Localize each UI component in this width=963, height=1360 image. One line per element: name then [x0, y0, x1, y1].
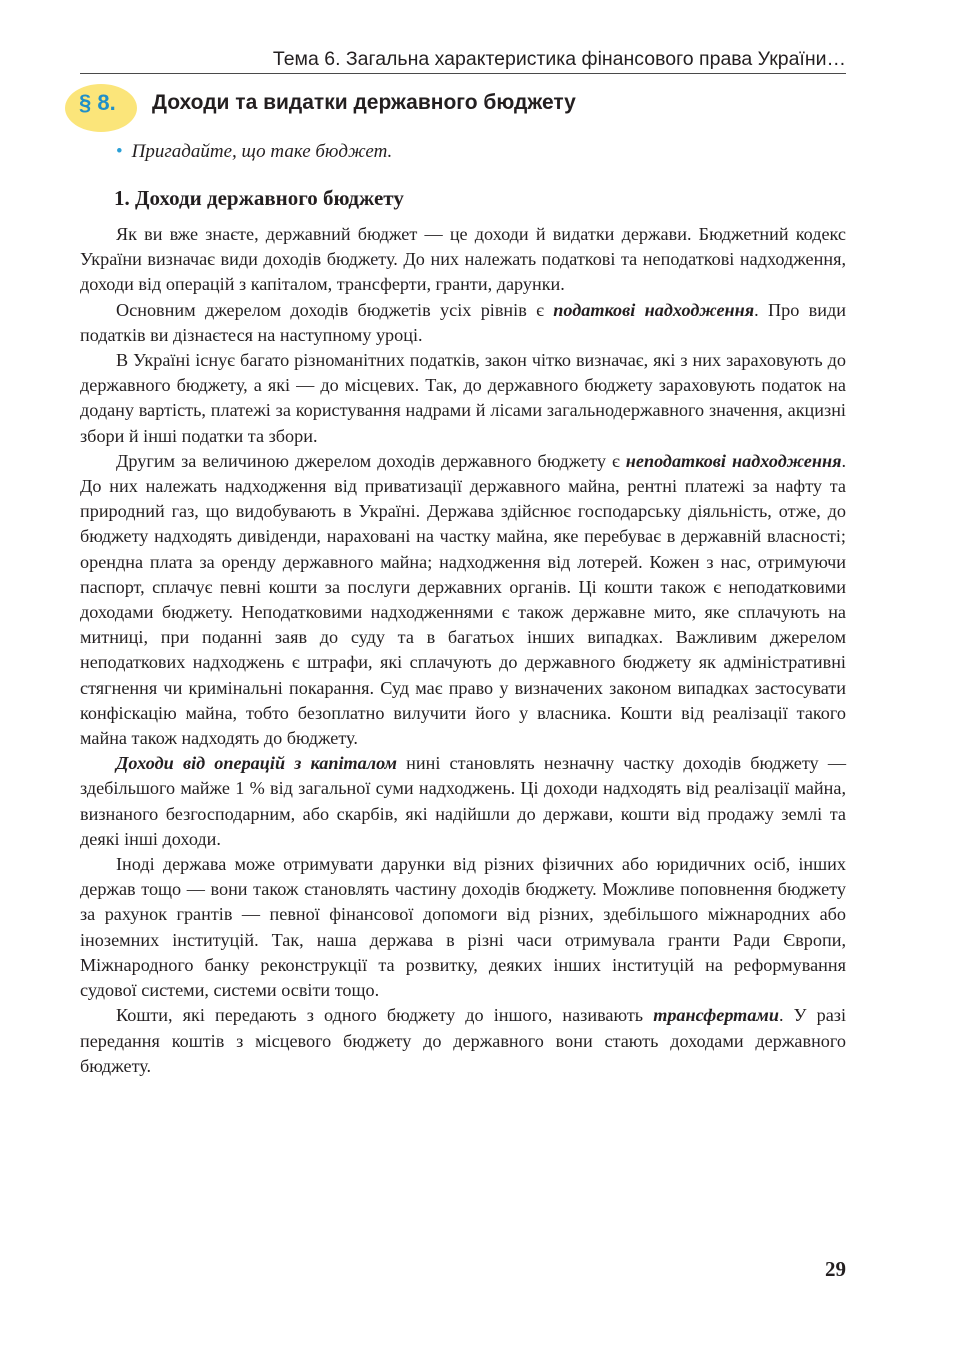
- paragraph-1: [80, 222, 846, 298]
- running-header: Тема 6. Загальна характеристика фінансового права України…: [272, 48, 846, 70]
- paragraph-text: . До них належать надходження від приватизації державного майна, рентні платежі за нафту та природний газ, що видобувають в Україні. Держава здійснює господарську діяльність, отже, до бюджету надходять дивіденди, нараховані на частку майна, яке перебуває в державній власності; орендна плата за оренду державного майна; надходження від лотерей. Кожен з нас, отримуючи паспорт, сплачує певні кошти за послуги державних органів. Ці кошти також є неподатковими доходами бюджету. Неподатковими надходженнями є також державне мито, яке сплачують на митниці, при поданні заяв до суду та в багатьох інших випадках. Важливим джерелом неподаткових надходжень є штрафи, які сплачують до державного бюджету як адміністративні стягнення чи кримінальні покарання. Суд має право у визначених законом випадках застосувати конфіскацію майна, тобто безоплатно вилучити його у власника. Кошти від реалізації такого майна також надходять до бюджету.: [80, 450, 846, 749]
- key-term: Доходи від операцій з капіталом: [116, 753, 397, 774]
- review-prompt: [116, 140, 392, 164]
- paragraph-3: [80, 348, 846, 449]
- subsection-heading: 1. Доходи державного бюджету: [114, 186, 404, 210]
- page-number: 29: [825, 1257, 846, 1281]
- paragraph-text: Кошти, які передають з одного бюджету до іншого, називають: [116, 1005, 654, 1026]
- paragraph-text: . У разі передання коштів з місцевого бюджету до державного вони стають доходами державного бюджету.: [80, 1005, 847, 1076]
- paragraph-4: [80, 449, 846, 751]
- paragraph-text: Як ви вже знаєте, державний бюджет — це доходи й видатки держави. Бюджетний кодекс України визначає види доходів бюджету. До них належать податкові та неподаткові надходження, доходи від операцій з капіталом, трансферти, гранти, дарунки.: [80, 224, 846, 295]
- header-rule: [80, 73, 846, 74]
- paragraph-6: [80, 852, 846, 1003]
- key-term: податкові надходження: [553, 299, 755, 320]
- key-term: неподаткові надходження: [625, 450, 842, 471]
- paragraph-text: Другим за величиною джерелом доходів державного бюджету є: [116, 450, 626, 471]
- body-text: [80, 222, 846, 1079]
- paragraph-text: Іноді держава може отримувати дарунки від різних фізичних або юридичних осіб, інших держав тощо — вони також становлять частину доходів бюджету. Можливе поповнення бюджету за рахунок грантів — певної фінансової допомоги від різних, здебільшого міжнародних або іноземних інституцій. Так, наша держава в різні часи отримувала гранти Ради Європи, Міжнародного банку реконструкції та розвитку, деяких інших інституцій на реформування судової системи, системи освіти тощо.: [80, 854, 846, 1001]
- section-title: Доходи та видатки державного бюджету: [152, 91, 576, 114]
- paragraph-text: В Україні існує багато різноманітних податків, закон чітко визначає, які з них зараховують до державного бюджету, а які — до місцевих. Так, до державного бюджету зараховують податок на додану вартість, платежі за користування надрами й лісами загальнодержавного значення, акцизні збори й інші податки та збори.: [80, 350, 846, 446]
- key-term: трансфертами: [653, 1005, 779, 1026]
- paragraph-5: [80, 751, 846, 852]
- prompt-text: Пригадайте, що таке бюджет.: [131, 141, 393, 162]
- paragraph-text: Основним джерелом доходів бюджетів усіх рівнів є: [116, 299, 554, 320]
- paragraph-text: . Про види податків ви дізнаєтеся на наступному уроці.: [80, 299, 846, 345]
- bullet-icon: •: [116, 141, 123, 162]
- paragraph-7: [80, 1003, 846, 1079]
- paragraph-2: [80, 298, 846, 348]
- section-number: § 8.: [79, 90, 116, 115]
- paragraph-text: нині становлять незначну частку доходів бюджету — здебільшого майже 1 % від загальної суми надходжень. Ці доходи надходять від реалізації майна, визнаного безгосподарним, або скарбів, які надійшли до держави, кошти від продажу землі та деякі інші доходи.: [80, 753, 847, 849]
